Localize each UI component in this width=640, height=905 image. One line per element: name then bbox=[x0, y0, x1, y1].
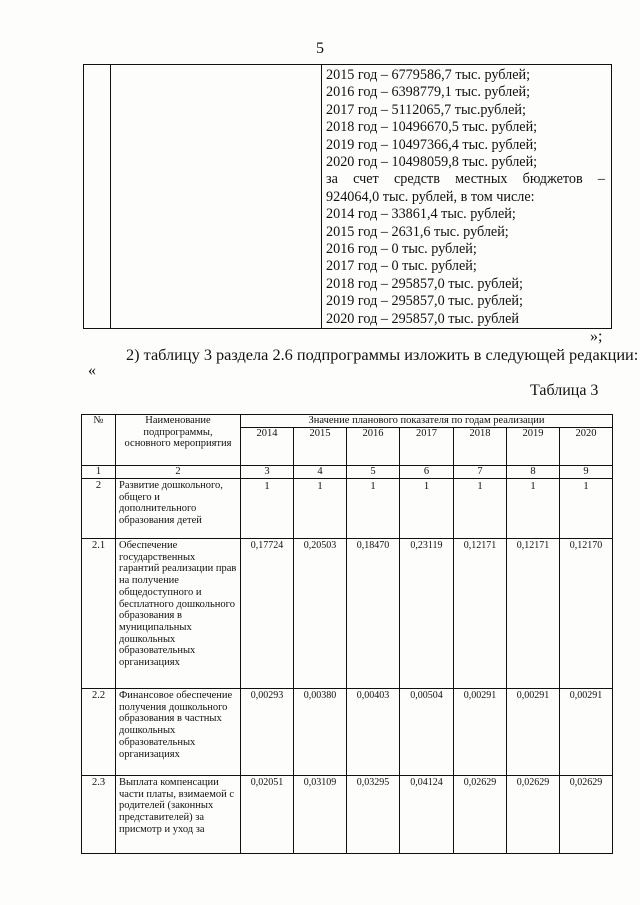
funding-line: 2016 год – 0 тыс. рублей; bbox=[326, 241, 477, 258]
funding-line: 2020 год – 10498059,8 тыс. рублей; bbox=[326, 154, 538, 171]
table-row bbox=[82, 479, 613, 539]
row-value: 0,20503 bbox=[294, 539, 347, 689]
funding-line: 2014 год – 33861,4 тыс. рублей; bbox=[326, 206, 516, 223]
row-name: Выплата компенсации части платы, взимаемой с родителей (законных представителей) за присмотр и уход за bbox=[116, 776, 241, 854]
header-year: 2016 bbox=[347, 428, 400, 466]
funding-line: за счет средств местных бюджетов – bbox=[326, 171, 605, 188]
funding-line: 2015 год – 6779586,7 тыс. рублей; bbox=[326, 67, 531, 83]
funding-line: 2018 год – 295857,0 тыс. рублей; bbox=[326, 275, 523, 292]
funding-line: 2019 год – 295857,0 тыс. рублей; bbox=[326, 293, 523, 310]
row-value: 0,18470 bbox=[347, 539, 400, 689]
column-number: 4 bbox=[294, 466, 347, 479]
instruction-text: 2) таблицу 3 раздела 2.6 подпрограммы изложить в следующей редакции: bbox=[126, 345, 639, 364]
table-row bbox=[82, 776, 613, 854]
row-value: 0,00380 bbox=[294, 689, 347, 776]
row-value: 0,12171 bbox=[454, 539, 507, 689]
table-row bbox=[82, 689, 613, 776]
row-number: 2.3 bbox=[82, 776, 116, 854]
row-value: 1 bbox=[241, 479, 294, 539]
funding-line: 924064,0 тыс. рублей, в том числе: bbox=[326, 188, 535, 205]
funding-line: 2020 год – 295857,0 тыс. рублей bbox=[326, 310, 519, 327]
row-value: 1 bbox=[507, 479, 560, 539]
header-year: 2014 bbox=[241, 428, 294, 466]
closing-quote: »; bbox=[590, 328, 603, 345]
row-value: 0,17724 bbox=[241, 539, 294, 689]
column-number: 5 bbox=[347, 466, 400, 479]
row-value: 0,12171 bbox=[507, 539, 560, 689]
column-number: 7 bbox=[454, 466, 507, 479]
row-value: 0,02629 bbox=[507, 776, 560, 854]
indicator-table bbox=[81, 414, 613, 854]
funding-cell bbox=[322, 65, 612, 329]
empty-number-cell bbox=[84, 65, 111, 329]
header-year: 2019 bbox=[507, 428, 560, 466]
row-value: 0,03109 bbox=[294, 776, 347, 854]
table-row bbox=[82, 539, 613, 689]
row-value: 0,02629 bbox=[454, 776, 507, 854]
funding-line: 2016 год – 6398779,1 тыс. рублей; bbox=[326, 84, 531, 101]
column-number: 6 bbox=[400, 466, 454, 479]
column-number: 9 bbox=[560, 466, 613, 479]
row-number: 2.1 bbox=[82, 539, 116, 689]
row-value: 1 bbox=[560, 479, 613, 539]
row-name: Развитие дошкольного, общего и дополнительного образования детей bbox=[116, 479, 241, 539]
funding-line: 2018 год – 10496670,5 тыс. рублей; bbox=[326, 119, 538, 136]
funding-line: 2017 год – 0 тыс. рублей; bbox=[326, 258, 477, 275]
row-value: 0,00504 bbox=[400, 689, 454, 776]
funding-continuation-table bbox=[83, 64, 612, 329]
funding-line: 2017 год – 5112065,7 тыс.рублей; bbox=[326, 101, 526, 118]
funding-line: 2015 год – 2631,6 тыс. рублей; bbox=[326, 223, 509, 240]
row-value: 0,02051 bbox=[241, 776, 294, 854]
row-name: Финансовое обеспечение получения дошкольного образования в частных дошкольных образовательных организациях bbox=[116, 689, 241, 776]
empty-name-cell bbox=[111, 65, 322, 329]
row-number: 2.2 bbox=[82, 689, 116, 776]
row-value: 0,04124 bbox=[400, 776, 454, 854]
header-name: Наименование подпрограммы, основного мероприятия bbox=[116, 415, 241, 466]
row-value: 0,00291 bbox=[454, 689, 507, 776]
row-value: 1 bbox=[454, 479, 507, 539]
header-year: 2020 bbox=[560, 428, 613, 466]
row-value: 0,00293 bbox=[241, 689, 294, 776]
row-value: 0,12170 bbox=[560, 539, 613, 689]
row-value: 0,00291 bbox=[507, 689, 560, 776]
row-value: 0,03295 bbox=[347, 776, 400, 854]
column-number: 8 bbox=[507, 466, 560, 479]
row-name: Обеспечение государственных гарантий реализации прав на получение общедоступного и бесплатного дошкольного образования в муниципальных дошкольных образовательных организациях bbox=[116, 539, 241, 689]
column-number: 1 bbox=[82, 466, 116, 479]
column-number: 3 bbox=[241, 466, 294, 479]
row-value: 1 bbox=[347, 479, 400, 539]
row-value: 0,23119 bbox=[400, 539, 454, 689]
header-year: 2017 bbox=[400, 428, 454, 466]
header-number: № bbox=[82, 415, 116, 466]
header-values-group: Значение планового показателя по годам реализации bbox=[241, 415, 613, 428]
row-value: 0,02629 bbox=[560, 776, 613, 854]
row-number: 2 bbox=[82, 479, 116, 539]
opening-quote: « bbox=[88, 362, 96, 379]
row-value: 1 bbox=[400, 479, 454, 539]
page-number: 5 bbox=[316, 40, 324, 57]
column-number: 2 bbox=[116, 466, 241, 479]
header-year: 2018 bbox=[454, 428, 507, 466]
header-year: 2015 bbox=[294, 428, 347, 466]
row-value: 1 bbox=[294, 479, 347, 539]
funding-line: 2019 год – 10497366,4 тыс. рублей; bbox=[326, 136, 538, 153]
row-value: 0,00403 bbox=[347, 689, 400, 776]
row-value: 0,00291 bbox=[560, 689, 613, 776]
table-caption: Таблица 3 bbox=[530, 382, 599, 399]
